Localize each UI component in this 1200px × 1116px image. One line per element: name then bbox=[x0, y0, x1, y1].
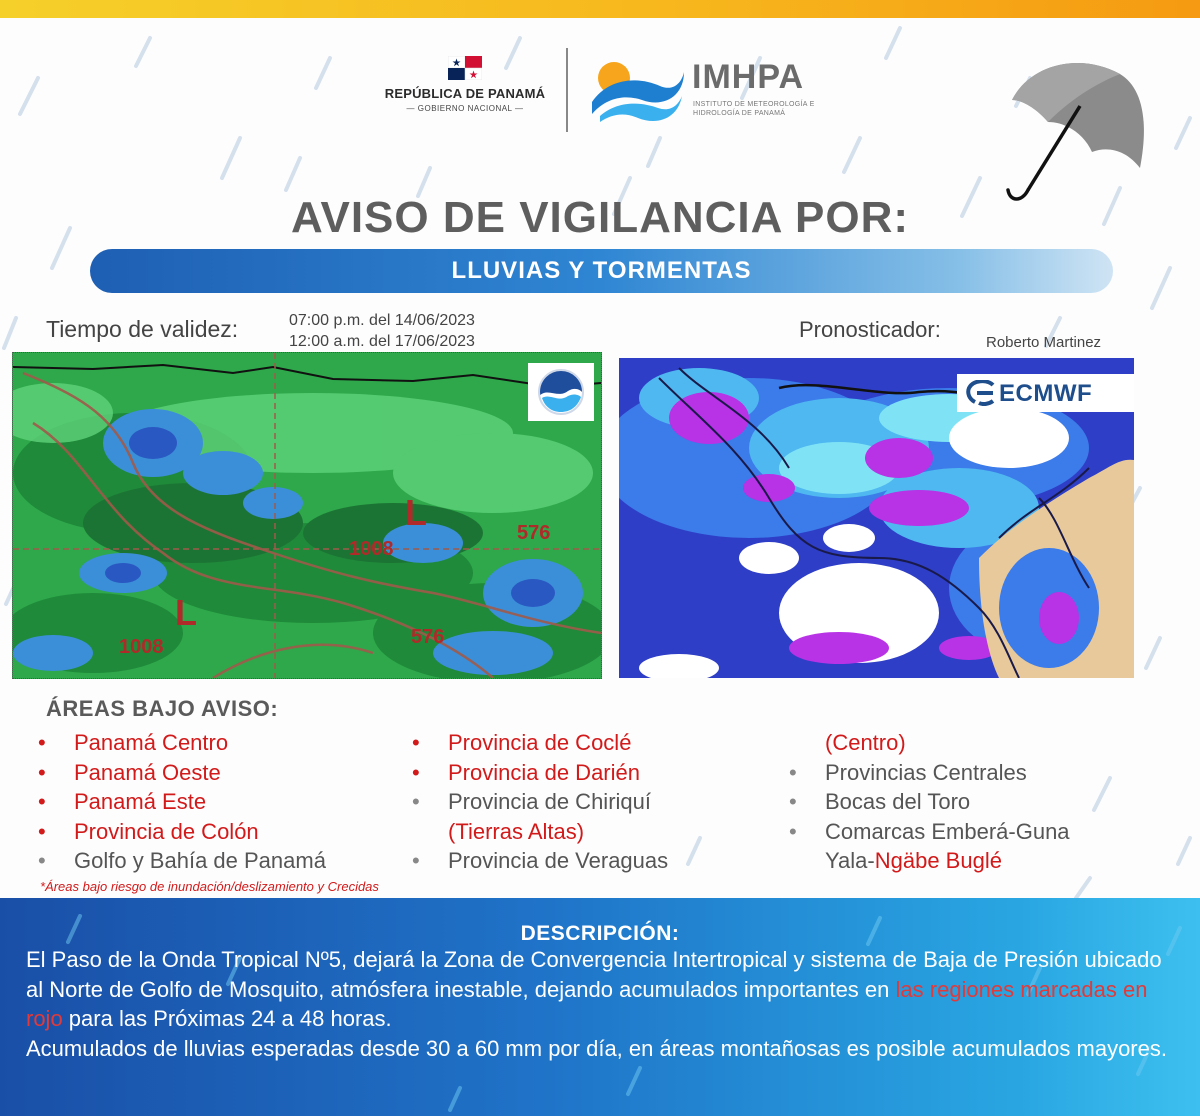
validity-from: 07:00 p.m. del 14/06/2023 bbox=[289, 312, 475, 329]
areas-title: ÁREAS BAJO AVISO: bbox=[46, 696, 279, 721]
area-item-continuation: (Tierras Altas) bbox=[448, 818, 585, 844]
description-part-1: El Paso de la Onda Tropical Nº5, dejará la Zona de Convergencia Intertropical y sistema de Baja de Presión ubicado al Norte de Golfo de Mosquito, atmósfera inestable, dejando acumulados importantes en bbox=[26, 947, 1162, 1002]
areas-footnote: *Áreas bajo riesgo de inundación/deslizamiento y Crecidas bbox=[40, 879, 379, 894]
area-item: • Comarcas Emberá-Guna bbox=[789, 817, 1070, 847]
ecmwf-logo-icon bbox=[963, 380, 997, 406]
area-item: • Provincia de Coclé bbox=[412, 728, 668, 758]
government-logo bbox=[376, 56, 554, 113]
org-full-name: INSTITUTO DE METEOROLOGÍA E HIDROLOGÍA DE PANAMÁ bbox=[693, 101, 815, 117]
area-item: • Panamá Este bbox=[38, 787, 326, 817]
areas-column-1 bbox=[38, 728, 326, 876]
republic-subtitle: — GOBIERNO NACIONAL — bbox=[406, 104, 524, 113]
map-pressure-label-1: 1008 bbox=[349, 538, 394, 560]
map-height-label-2: 576 bbox=[411, 626, 445, 648]
area-item: • Panamá Centro bbox=[38, 728, 326, 758]
validity-label: Tiempo de validez: bbox=[46, 316, 239, 342]
ecmwf-logo-text: ECMWF bbox=[999, 380, 1093, 407]
gfs-precipitation-map bbox=[12, 352, 602, 679]
ecmwf-precipitation-map bbox=[619, 358, 1134, 678]
area-item: • Golfo y Bahía de Panamá bbox=[38, 846, 326, 876]
area-item: • Provincia de Chiriquí bbox=[412, 787, 668, 817]
republic-subtitle-text: GOBIERNO NACIONAL bbox=[417, 104, 513, 113]
hazard-banner-text: LLUVIAS Y TORMENTAS bbox=[451, 257, 752, 284]
forecaster-label: Pronosticador: bbox=[799, 317, 941, 342]
area-highlight: Ngäbe Buglé bbox=[874, 848, 1002, 873]
description-part-3: Acumulados de lluvias esperadas desde 30 a 60 mm por día, en áreas montañosas es posible acumulados mayores. bbox=[26, 1035, 1167, 1061]
forecaster-name: Roberto Martinez bbox=[986, 334, 1102, 351]
map-low-symbol-2: L bbox=[175, 592, 197, 633]
validity-dates bbox=[289, 310, 475, 352]
panama-flag-icon bbox=[448, 56, 482, 80]
org-name: IMHPA bbox=[692, 58, 805, 96]
area-item-continuation bbox=[789, 846, 1070, 876]
areas-column-2 bbox=[412, 728, 668, 876]
area-item: • Panamá Oeste bbox=[38, 758, 326, 788]
description-part-2: para las Próximas 24 a 48 horas. bbox=[62, 1006, 392, 1032]
map-height-label-1: 576 bbox=[517, 522, 551, 544]
map-low-symbol-1: L bbox=[405, 492, 427, 533]
top-color-bar bbox=[0, 0, 1200, 18]
noaa-logo-icon bbox=[528, 363, 594, 421]
logo-divider bbox=[566, 48, 568, 132]
noaa-badge bbox=[528, 363, 594, 421]
area-item: • Provincia de Veraguas bbox=[412, 846, 668, 876]
imhpa-logo-icon bbox=[590, 56, 686, 126]
map-pressure-label-2: 1008 bbox=[119, 636, 164, 658]
ecmwf-badge bbox=[957, 374, 1134, 412]
description-highlight: las regiones marcadas en rojo bbox=[26, 976, 1148, 1032]
area-item: • Provincia de Colón bbox=[38, 817, 326, 847]
description-body bbox=[26, 945, 1176, 1063]
area-item: • Provincia de Darién bbox=[412, 758, 668, 788]
area-item-continuation: (Centro) bbox=[825, 730, 906, 755]
areas-column-3 bbox=[789, 728, 1070, 876]
area-item: • Bocas del Toro bbox=[789, 787, 1070, 817]
validity-to: 12:00 a.m. del 17/06/2023 bbox=[289, 333, 475, 350]
description-panel bbox=[0, 898, 1200, 1116]
republic-title: REPÚBLICA DE PANAMÁ bbox=[384, 86, 546, 101]
umbrella-icon bbox=[1000, 56, 1150, 216]
page-title: AVISO DE VIGILANCIA POR: bbox=[290, 193, 910, 242]
area-prefix: Yala- bbox=[825, 848, 875, 873]
area-item: • Provincias Centrales bbox=[789, 758, 1070, 788]
description-title: DESCRIPCIÓN: bbox=[520, 922, 680, 945]
hazard-banner bbox=[90, 249, 1113, 293]
